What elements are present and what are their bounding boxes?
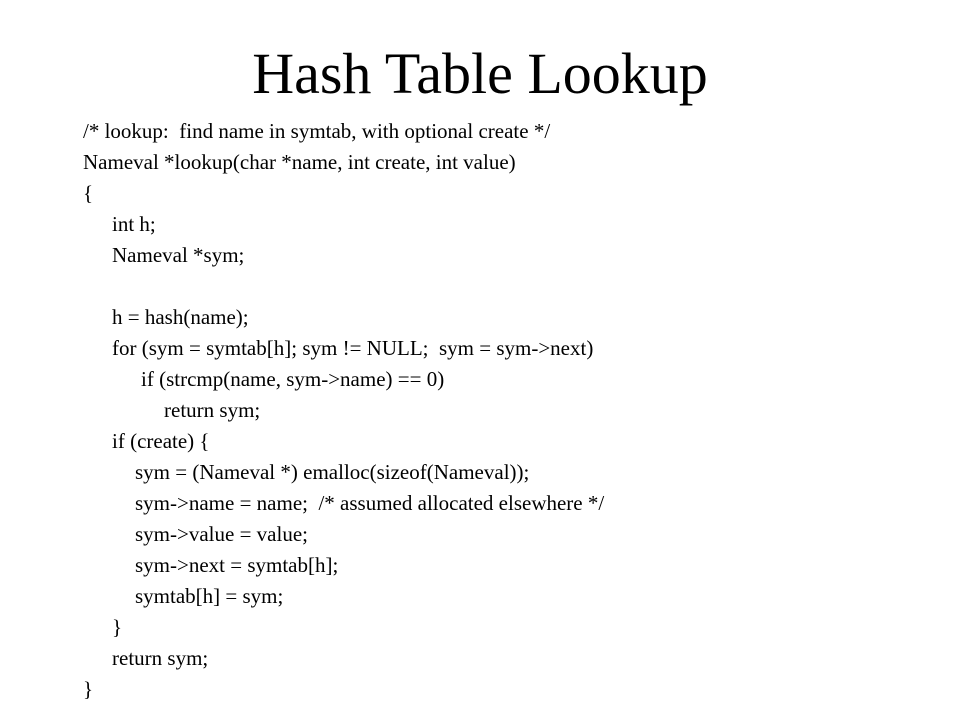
code-line-return-sym: return sym;	[112, 646, 209, 670]
code-line-blank	[83, 271, 943, 302]
code-line-return-found: return sym;	[164, 398, 261, 422]
code-line-for: for (sym = symtab[h]; sym != NULL; sym = sym->next)	[112, 336, 594, 360]
code-line-insert: symtab[h] = sym;	[135, 584, 284, 608]
code-line-comment: /* lookup: find name in symtab, with optional create */	[83, 119, 551, 143]
code-block	[83, 116, 943, 705]
code-line-hash: h = hash(name);	[112, 305, 249, 329]
code-line-open-brace: {	[83, 181, 94, 205]
code-line-decl-sym: Nameval *sym;	[112, 243, 245, 267]
code-line-close-if: }	[112, 615, 123, 639]
code-line-decl-h: int h;	[112, 212, 156, 236]
code-line-signature: Nameval *lookup(char *name, int create, int value)	[83, 150, 516, 174]
code-line-alloc: sym = (Nameval *) emalloc(sizeof(Nameval));	[135, 460, 530, 484]
code-line-set-next: sym->next = symtab[h];	[135, 553, 339, 577]
slide-title: Hash Table Lookup	[252, 41, 708, 106]
code-line-if-strcmp: if (strcmp(name, sym->name) == 0)	[141, 367, 445, 391]
code-line-close-brace: }	[83, 677, 94, 701]
code-line-set-value: sym->value = value;	[135, 522, 308, 546]
code-line-if-create: if (create) {	[112, 429, 210, 453]
code-line-set-name: sym->name = name; /* assumed allocated elsewhere */	[135, 491, 605, 515]
